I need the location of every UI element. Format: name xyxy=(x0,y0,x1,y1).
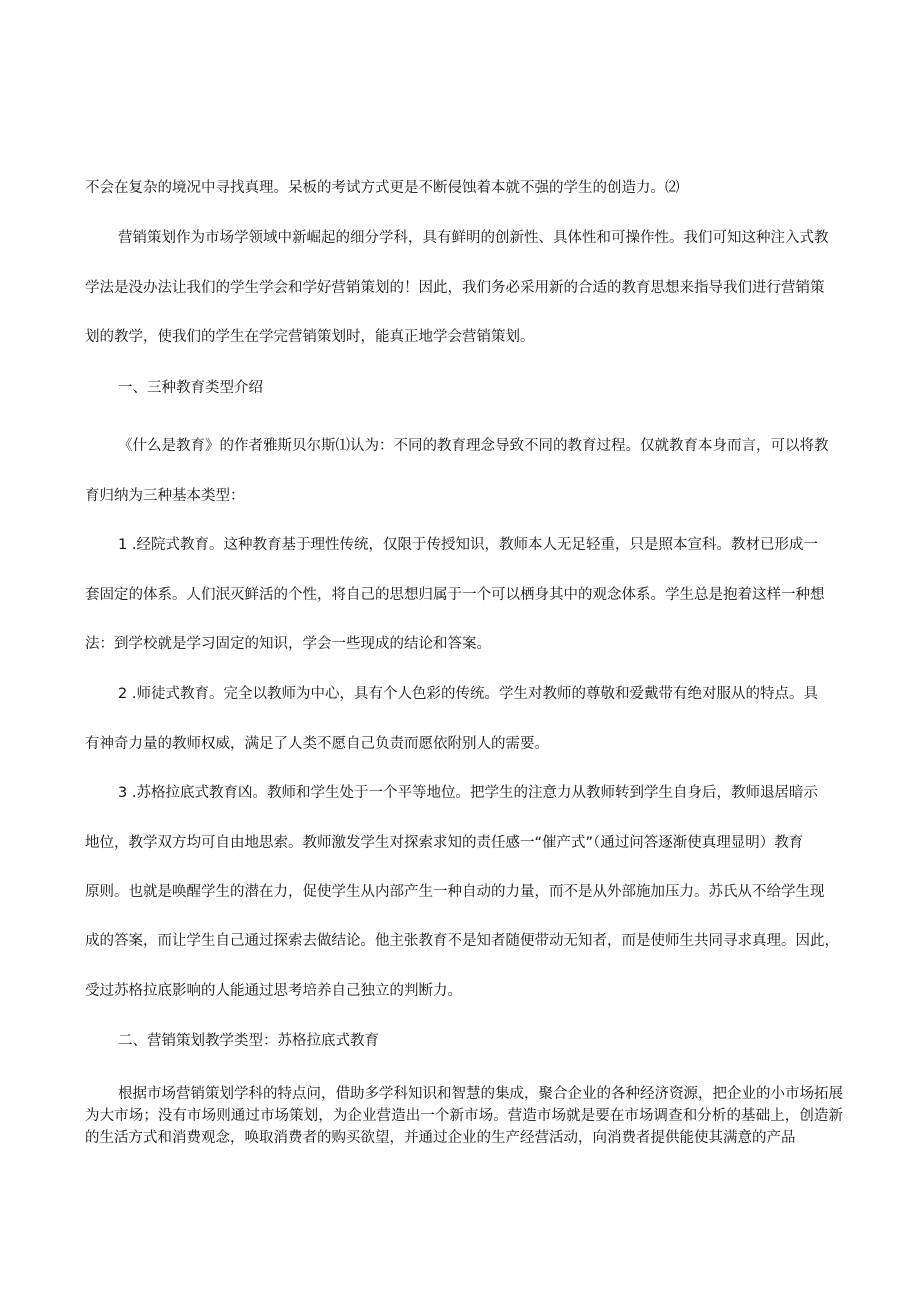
text-line: 原则。也就是唤醒学生的潜在力，促使学生从内部产生一种自动的力量，而不是从外部施加压力。苏氏从不给学生现 xyxy=(85,884,825,900)
text-line: 营销策划作为市场学领域中新崛起的细分学科，具有鲜明的创新性、具体性和可操作性。我们可知这种注入式教 xyxy=(118,230,829,246)
section-heading: 二、营销策划教学类型：苏格拉底式教育 xyxy=(118,1033,379,1049)
section-heading: 一、三种教育类型介绍 xyxy=(118,380,263,396)
text-line: 地位，教学双方均可自由地思索。教师激发学生对探索求知的责任感一“催产式”（通过问答逐渐使真理显明）教育 xyxy=(85,835,804,851)
text-line: 套固定的体系。人们泯灭鲜活的个性，将自己的思想归属于一个可以栖身其中的观念体系。学生总是抱着这样一种想 xyxy=(85,587,825,603)
text-line: 法：到学校就是学习固定的知识，学会一些现成的结论和答案。 xyxy=(85,636,491,652)
text-line: 有神奇力量的教师权威，满足了人类不愿自己负责而愿依附别人的需要。 xyxy=(85,736,549,752)
text-line: 1 .经院式教育。这种教育基于理性传统，仅限于传授知识，教师本人无足轻重，只是照本宣科。教材已形成一 xyxy=(118,537,818,553)
paragraph: 根据市场营销策划学科的特点问，借助多学科知识和智慧的集成，聚合企业的各种经济资源，把企业的小市场拓展为大市场；没有市场则通过市场策划，为企业营造出一个新市场。营造市场就是要在市场调查和分析的基础上，创造新的生活方式和消费观念，唤取消费者的购买欲望，并通过企业的生产经营活动，向消费者提供能使其满意的产品 xyxy=(85,1086,843,1146)
text-line: 成的答案，而让学生自己通过探索去做结论。他主张教育不是知者随便带动无知者，而是使师生共同寻求真理。因此， xyxy=(85,933,839,949)
text-line: 划的教学，使我们的学生在学完营销策划时，能真正地学会营销策划。 xyxy=(85,329,535,345)
text-line: 学法是没办法让我们的学生学会和学好营销策划的！因此，我们务必采用新的合适的教育思想来指导我们进行营销策 xyxy=(85,280,825,296)
text-line: 不会在复杂的境况中寻找真理。呆板的考试方式更是不断侵蚀着本就不强的学生的创造力。⑵ xyxy=(85,180,680,196)
text-line: 2 .师徒式教育。完全以教师为中心，具有个人色彩的传统。学生对教师的尊敬和爱戴带有绝对服从的特点。具 xyxy=(118,686,818,702)
text-line: 育归纳为三种基本类型： xyxy=(85,488,245,504)
text-line: 《什么是教育》的作者雅斯贝尔斯⑴认为：不同的教育理念导致不同的教育过程。仅就教育本身而言，可以将教 xyxy=(118,438,829,454)
text-line: 受过苏格拉底影响的人能通过思考培养自己独立的判断力。 xyxy=(85,983,462,999)
text-line: 3 .苏格拉底式教育凶。教师和学生处于一个平等地位。把学生的注意力从教师转到学生自身后，教师退居暗示 xyxy=(118,785,818,801)
